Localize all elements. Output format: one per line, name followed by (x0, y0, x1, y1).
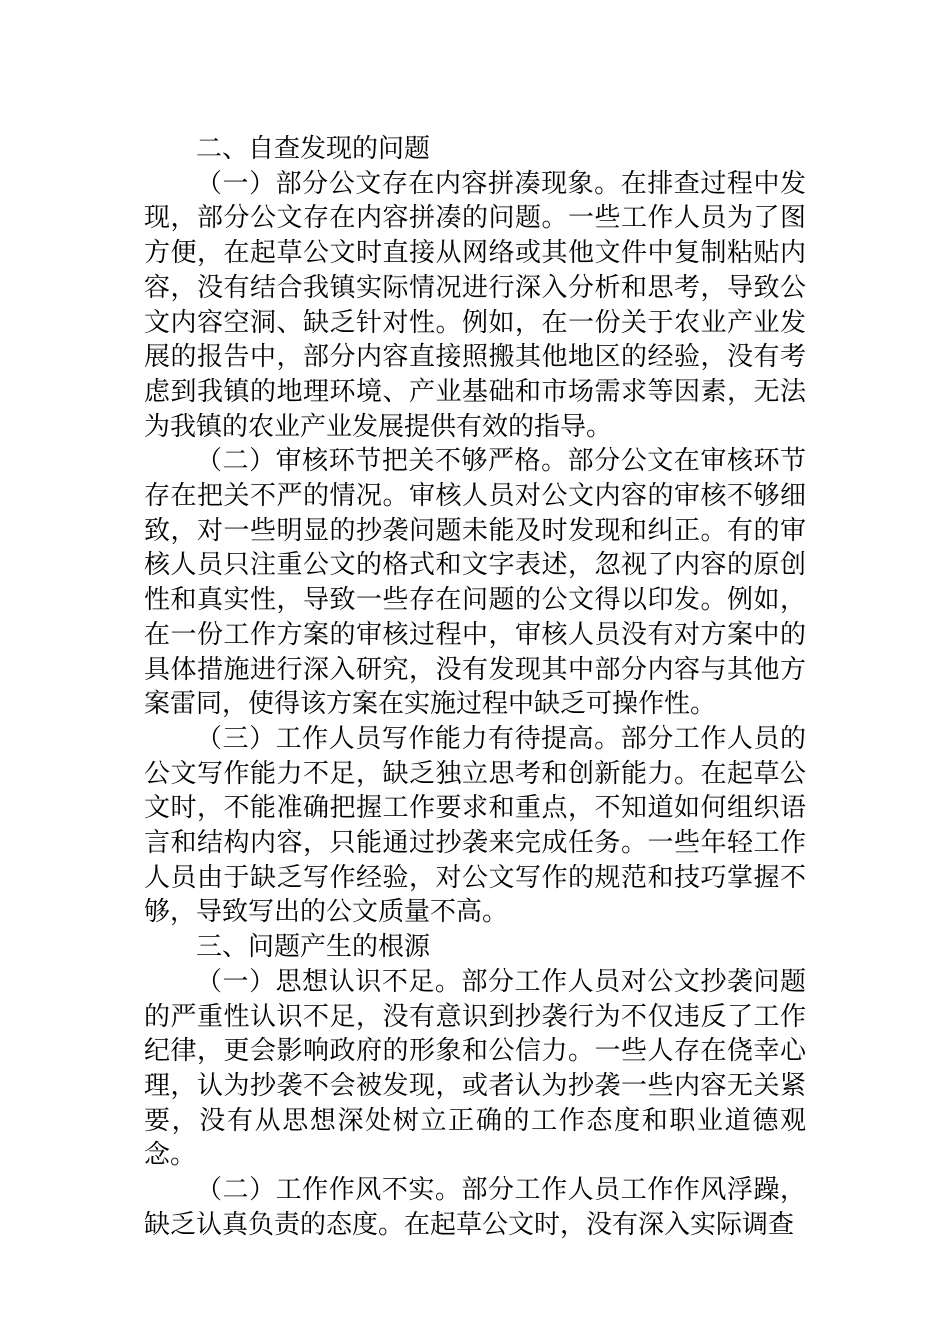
section-heading-root-causes: 三、问题产生的根源 (196, 932, 431, 963)
document-body (144, 132, 806, 1243)
paragraph-insufficient-awareness: （一）思想认识不足。部分工作人员对公文抄袭问题的严重性认识不足，没有意识到抄袭行为不仅违反了工作纪律，更会影响政府的形象和公信力。一些人存在侥幸心理，认为抄袭不会被发现，或者认为抄袭一些内容无关紧要，没有从思想深处树立正确的工作态度和职业道德观念。 (144, 966, 806, 1171)
paragraph-content-patchwork: （一）部分公文存在内容拼凑现象。在排查过程中发现，部分公文存在内容拼凑的问题。一些工作人员为了图方便，在起草公文时直接从网络或其他文件中复制粘贴内容，没有结合我镇实际情况进行深入分析和思考，导致公文内容空洞、缺乏针对性。例如，在一份关于农业产业发展的报告中，部分内容直接照搬其他地区的经验，没有考虑到我镇的地理环境、产业基础和市场需求等因素，无法为我镇的农业产业发展提供有效的指导。 (144, 168, 806, 442)
section-heading-self-check-problems: 二、自查发现的问题 (196, 134, 431, 164)
paragraph-review-not-strict: （二）审核环节把关不够严格。部分公文在审核环节存在把关不严的情况。审核人员对公文内容的审核不够细致，对一些明显的抄袭问题未能及时发现和纠正。有的审核人员只注重公文的格式和文字表述，忽视了内容的原创性和真实性，导致一些存在问题的公文得以印发。例如，在一份工作方案的审核过程中，审核人员没有对方案中的具体措施进行深入研究，没有发现其中部分内容与其他方案雷同，使得该方案在实施过程中缺乏可操作性。 (144, 446, 806, 720)
paragraph-work-style: （二）工作作风不实。部分工作人员工作作风浮躁，缺乏认真负责的态度。在起草公文时，没有深入实际调查 (144, 1175, 806, 1240)
paragraph-writing-ability: （三）工作人员写作能力有待提高。部分工作人员的公文写作能力不足，缺乏独立思考和创新能力。在起草公文时，不能准确把握工作要求和重点，不知道如何组织语言和结构内容，只能通过抄袭来完成任务。一些年轻工作人员由于缺乏写作经验，对公文写作的规范和技巧掌握不够，导致写出的公文质量不高。 (144, 723, 806, 928)
